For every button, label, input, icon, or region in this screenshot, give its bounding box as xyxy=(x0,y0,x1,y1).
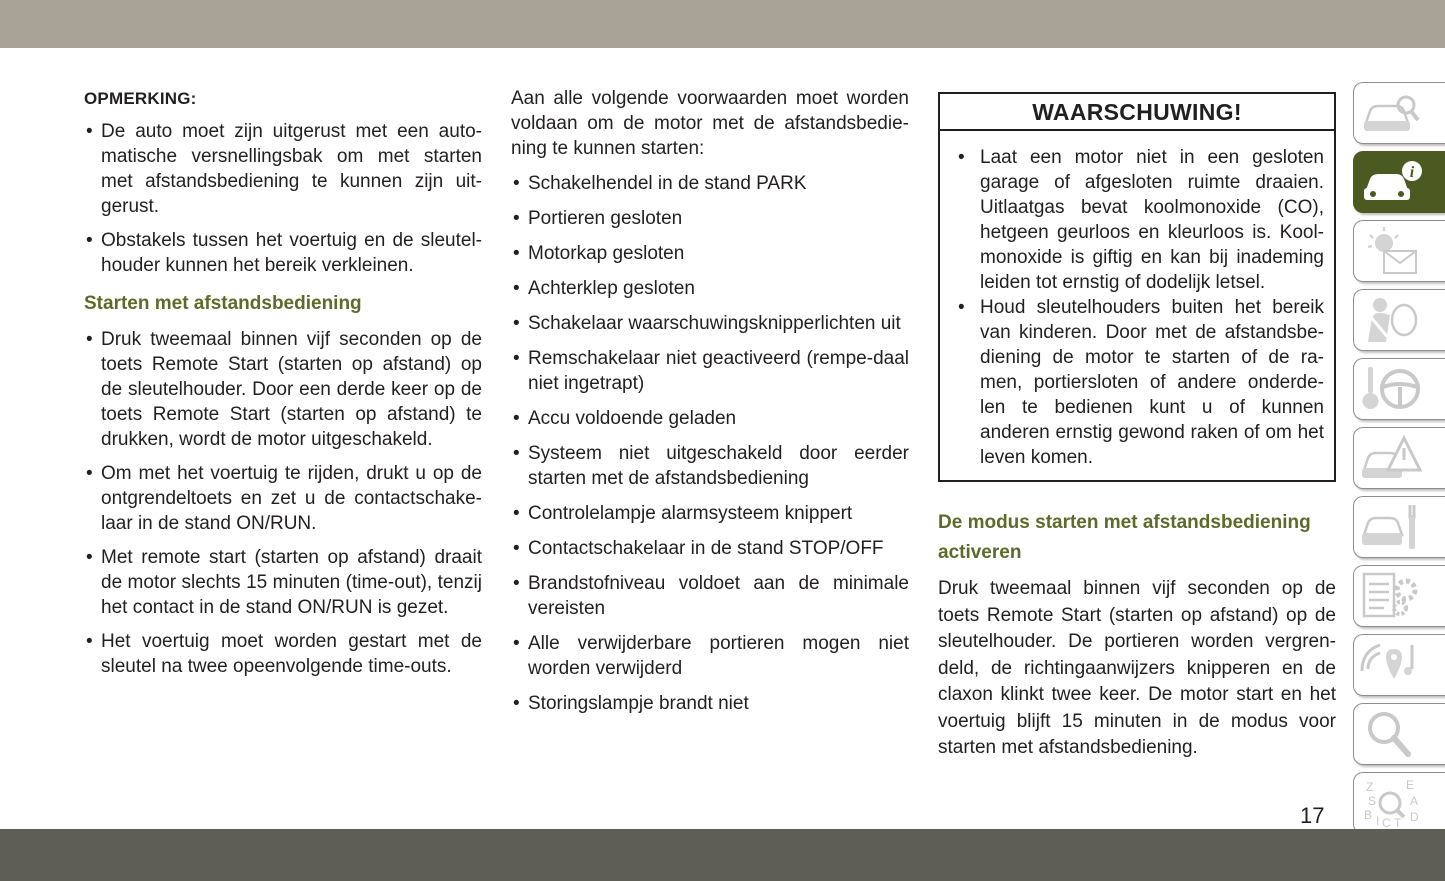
warning-lights-message-icon xyxy=(1360,225,1422,277)
condition-item: • Brandstofniveau voldoet aan de minimale vereisten xyxy=(511,571,909,621)
tab-service[interactable] xyxy=(1353,496,1445,558)
condition-item: • Accu voldoende geladen xyxy=(511,406,909,431)
index-letter: T xyxy=(1394,816,1402,829)
warning-title: WAARSCHUWING! xyxy=(940,94,1334,131)
footer-band xyxy=(0,829,1445,881)
car-info-icon xyxy=(1360,156,1422,208)
condition-item: • Portieren gesloten xyxy=(511,206,909,231)
condition-item: • Storingslampje brandt niet xyxy=(511,691,909,716)
condition-item: • Schakelaar waarschuwingsknipperlichten uit xyxy=(511,311,909,336)
conditions-intro: Aan alle volgende voorwaarden moet worden voldaan om de motor met de afstandsbedie-ning te kunnen starten: xyxy=(511,88,909,159)
condition-item: • Schakelhendel in de stand PARK xyxy=(511,171,909,196)
index-letter: C xyxy=(1382,816,1391,829)
list-item: • Met remote start (starten op afstand) draait de motor slechts 15 minuten (time-out), tenzij het contact in de stand ON/RUN is gezet. xyxy=(84,545,482,620)
column-middle xyxy=(511,86,909,726)
list-item: • Het voertuig moet worden gestart met de sleutel na twee opeenvolgende time-outs. xyxy=(84,629,482,679)
svg-text:i: i xyxy=(1409,164,1415,181)
header-band xyxy=(0,0,1445,48)
tab-multimedia[interactable] xyxy=(1353,634,1445,696)
warning-item: • Laat een motor niet in een gesloten garage of afgesloten ruimte draaien. Uitlaatgas bevat koolmonoxide (CO), hetgeen geurloos en kleurloos is. Kool-monoxide is giftig en kan bij inademing leiden tot ernstig of dodelijk letsel. xyxy=(950,145,1324,295)
note-item: • Obstakels tussen het voertuig en de sleutel-houder kunnen het bereik verkleinen. xyxy=(84,228,482,278)
note-item: • De auto moet zijn uitgerust met een auto-matische versnellingsbak om met starten met afstandsbediening te kunnen zijn uit-gerust. xyxy=(84,119,482,219)
index-letter: A xyxy=(1410,794,1419,808)
condition-item: • Achterklep gesloten xyxy=(511,276,909,301)
condition-item: • Contactschakelaar in de stand STOP/OFF xyxy=(511,536,909,561)
tab-index[interactable] xyxy=(1353,772,1445,834)
index-letter: I xyxy=(1376,814,1380,828)
safety-airbag-icon xyxy=(1360,294,1422,346)
page-number: 17 xyxy=(1300,803,1325,828)
list-item: • Druk tweemaal binnen vijf seconden op de toets Remote Start (starten op afstand) op de sleutelhouder. Door een derde keer op de toets Remote Start (starten op afstand) te drukken, wordt de motor uitgeschakeld. xyxy=(84,327,482,452)
chapter-tabs xyxy=(1353,82,1445,841)
warning-item: • Houd sleutelhouders buiten het bereik van kinderen. Door met de afstandsbe-diening de motor te starten of de ra-men, portiersloten of andere onderde-len te bedienen kunt u of kunnen anderen ernstig gewond raken of om het leven komen. xyxy=(950,295,1324,470)
search-icon xyxy=(1360,708,1422,760)
tab-warning-lights[interactable] xyxy=(1353,220,1445,282)
index-letter: Z xyxy=(1366,780,1374,794)
car-service-icon xyxy=(1360,501,1422,553)
section-heading-activate-mode: De modus starten met afstandsbediening activeren xyxy=(938,512,1311,563)
condition-item: • Controlelampje alarmsysteem knippert xyxy=(511,501,909,526)
condition-item: • Remschakelaar niet geactiveerd (rempe-daal niet ingetrapt) xyxy=(511,346,909,396)
note-label: OPMERKING: xyxy=(84,89,197,108)
column-left xyxy=(84,86,482,688)
warning-box xyxy=(938,92,1336,482)
tab-specifications[interactable] xyxy=(1353,565,1445,627)
car-inspection-icon xyxy=(1360,87,1422,139)
roadside-warning-icon xyxy=(1360,432,1422,484)
section-heading-remote-start: Starten met afstandsbediening xyxy=(84,293,362,314)
tab-car-inspection[interactable] xyxy=(1353,82,1445,144)
specifications-icon xyxy=(1360,570,1422,622)
index-letter: E xyxy=(1406,778,1415,792)
index-letter: D xyxy=(1410,810,1419,824)
column-right xyxy=(938,86,1336,762)
warning-body xyxy=(940,131,1334,480)
tab-car-info[interactable] xyxy=(1353,151,1445,213)
tab-driving[interactable] xyxy=(1353,358,1445,420)
condition-item: • Motorkap gesloten xyxy=(511,241,909,266)
multimedia-icon xyxy=(1360,639,1422,691)
tab-safety[interactable] xyxy=(1353,289,1445,351)
activation-paragraph: Druk tweemaal binnen vijf seconden op de toets Remote Start (starten op afstand) op de sleutelhouder. De portieren worden vergren-deld, de richtingaanwijzers knipperen en de claxon klinkt twee keer. De motor start en het voertuig blijft 15 minuten in de modus voor starten met afstandsbediening. xyxy=(938,578,1336,758)
index-letter: B xyxy=(1364,808,1373,822)
condition-item: • Systeem niet uitgeschakeld door eerder starten met de afstandsbediening xyxy=(511,441,909,491)
condition-item: • Alle verwijderbare portieren mogen niet worden verwijderd xyxy=(511,631,909,681)
steering-wheel-icon xyxy=(1360,363,1422,415)
tab-search[interactable] xyxy=(1353,703,1445,765)
list-item: • Om met het voertuig te rijden, drukt u op de ontgrendeltoets en zet u de contactschake-laar in de stand ON/RUN. xyxy=(84,461,482,536)
index-icon xyxy=(1360,777,1422,829)
index-letter: S xyxy=(1368,794,1377,808)
tab-roadside[interactable] xyxy=(1353,427,1445,489)
